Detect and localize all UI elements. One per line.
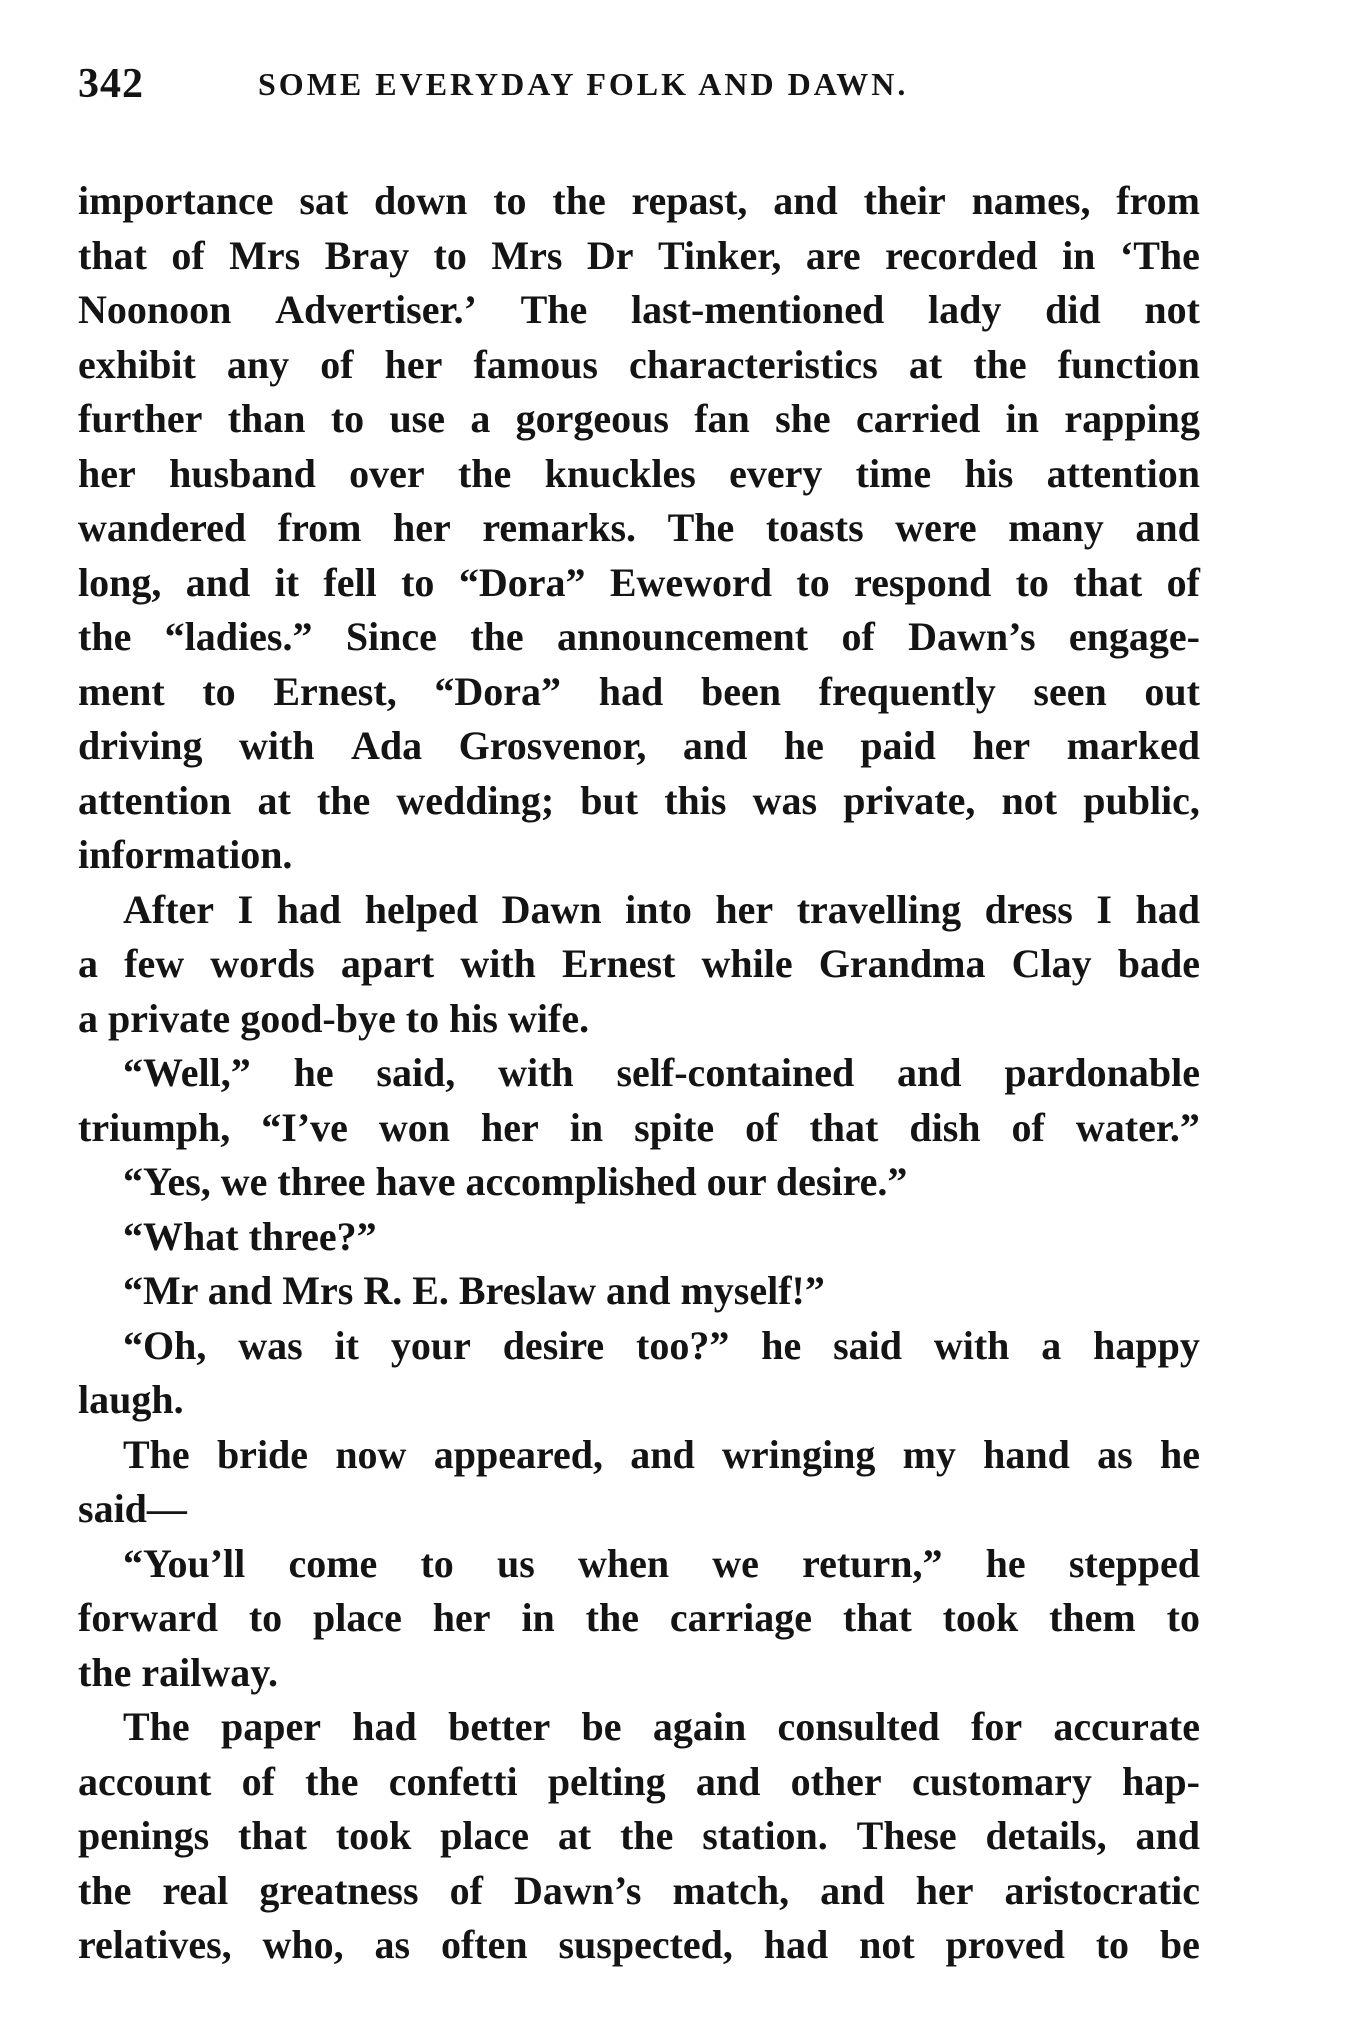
word: to [433,232,467,278]
word: penings [78,1813,210,1858]
text-line [78,719,1200,774]
word: “Dora” [434,668,562,714]
text-line [78,1700,1200,1755]
word: After [123,886,215,932]
word: match, [672,1867,790,1913]
word: public, [1083,777,1200,823]
word: ‘The [1119,232,1200,278]
word: Dawn’s [514,1867,642,1913]
word: hand [983,1431,1070,1477]
word: The [123,1704,190,1749]
word: down [374,178,468,223]
word: knuckles [544,450,696,496]
word: fell [323,559,377,605]
word: your [390,1322,471,1368]
word: travelling [796,886,962,932]
word: Clay [1011,941,1092,986]
word: and [773,178,838,223]
word: did [1045,287,1101,332]
text-line: laugh. [78,1377,184,1422]
word: to [420,1540,454,1586]
word: it [274,559,300,605]
word: relatives, [78,1922,232,1967]
word: bride [216,1431,309,1477]
word: “Well,” [123,1050,251,1095]
word: won [378,1104,451,1150]
word: “Dora” [458,559,586,605]
word: recorded [885,232,1038,278]
word: had [276,886,342,932]
word: the [973,341,1027,387]
word: “ladies.” [164,614,313,659]
word: that [809,1104,879,1150]
word: every [729,450,823,496]
word: seen [1033,668,1107,714]
word: at [557,1813,592,1858]
text-line [78,229,1200,284]
word: pardonable [1004,1050,1200,1095]
word: said, [376,1050,456,1095]
word: These [856,1813,957,1858]
text-line [78,1428,1200,1483]
word: and [820,1867,885,1913]
word: consulted [777,1704,940,1749]
word: repast, [631,178,748,223]
word: Since [345,614,437,659]
word: desire [502,1322,605,1368]
word: had [598,668,664,714]
word: of [841,614,875,659]
word: forward [78,1595,218,1640]
word: my [902,1431,956,1477]
word: of [241,1758,275,1804]
word: now [335,1431,407,1477]
word: at [908,341,943,387]
word: “You’ll [123,1540,246,1586]
word: Eweword [609,559,773,605]
word: triumph, [78,1104,231,1150]
word: of [745,1104,779,1150]
word: “Oh, [123,1322,207,1368]
word: with [498,1050,574,1095]
word: to [1095,1922,1130,1967]
text-line: “Mr and Mrs R. E. Breslaw and myself!” [123,1268,825,1313]
word: engage- [1068,614,1200,659]
word: had [1135,886,1200,932]
word: her [393,505,451,550]
word: with [933,1322,1010,1368]
word: and [185,559,251,605]
text-line [78,1591,1200,1646]
word: details, [985,1813,1107,1858]
word: he [293,1050,334,1095]
word: spite [634,1104,715,1150]
word: respond [854,559,992,605]
word: words [210,941,315,986]
word: again [652,1704,747,1749]
word: dress [984,886,1073,932]
word: ment [78,668,165,714]
word: in [521,1595,555,1640]
word: of [320,341,354,387]
word: it [334,1322,359,1368]
page-header [78,60,1200,118]
word: but [580,777,639,823]
word: and [630,1431,695,1477]
word: than [227,396,306,441]
word: function [1057,341,1200,387]
word: Grandma [818,941,986,986]
word: of [449,1867,483,1913]
word: sat [299,178,349,223]
word: them [1049,1595,1136,1640]
word: from [277,505,362,550]
word: the [552,178,606,223]
text-line [78,1864,1200,1919]
word: as [374,1922,411,1967]
word: the [316,777,371,823]
word: her [432,1595,491,1640]
word: us [496,1540,535,1586]
word: accurate [1053,1704,1200,1749]
word: exhibit [78,341,196,387]
body-text [78,174,1200,1973]
text-line: “What three?” [123,1213,377,1259]
word: toasts [765,505,864,550]
word: that [78,232,147,278]
word: not [1144,287,1200,332]
word: often [440,1922,528,1967]
word: for [971,1704,1023,1749]
word: marked [1066,723,1200,768]
word: had [352,1704,417,1749]
word: appeared, [433,1431,603,1477]
word: Noonoon [78,287,232,332]
word: real [162,1867,229,1913]
word: of [171,232,205,278]
text-line: said— [78,1486,187,1531]
word: self-contained [616,1050,855,1095]
text-line [78,283,1200,338]
word: took [942,1595,1019,1640]
word: better [448,1704,551,1749]
word: not [859,1922,915,1967]
word: be [1159,1922,1200,1967]
word: account [78,1758,212,1804]
word: her [915,1867,974,1913]
word: announcement [556,614,809,659]
word: The [520,287,588,332]
text-line: the railway. [78,1649,278,1695]
word: place [313,1595,402,1640]
word: lady [928,287,1002,332]
word: their [863,178,946,223]
word: was [752,777,818,823]
word: and [682,723,748,768]
word: to [1015,559,1049,605]
word: Tinker, [657,232,782,278]
word: water.” [1075,1104,1200,1150]
word: attention [78,777,232,823]
word: and [695,1758,761,1804]
word: were [895,505,977,550]
word: in [1062,232,1096,278]
word: Ernest [562,941,676,986]
word: a [78,941,98,986]
word: husband [169,450,316,496]
word: private, [843,777,976,823]
word: Grosvenor, [458,723,647,768]
word: the [470,614,524,659]
word: this [664,777,727,823]
word: he [761,1322,802,1368]
text-line: “Yes, we three have accomplished our desire.” [123,1159,908,1204]
word: as [1097,1431,1133,1477]
word: too?” [636,1322,730,1368]
word: his [964,450,1014,496]
text-line: a private good-bye to his wife. [78,995,590,1041]
word: I [237,886,254,932]
word: who, [262,1922,344,1967]
word: are [805,232,861,278]
word: to [493,178,527,223]
word: The [667,505,735,550]
word: time [855,450,932,496]
word: a [470,396,491,441]
word: place [440,1813,530,1858]
word: proved [945,1922,1065,1967]
running-title: SOME EVERYDAY FOLK AND DAWN. [258,66,909,102]
text-line [78,610,1200,665]
word: out [1144,668,1200,714]
word: in [1005,396,1040,441]
word: frequently [818,668,996,714]
word: we [712,1540,759,1586]
word: return,” [802,1540,943,1586]
text-line [78,447,1200,502]
word: into [625,886,692,932]
word: Dawn [501,886,602,932]
word: few [124,941,185,986]
word: that [238,1813,307,1858]
word: of [1011,1104,1045,1150]
text-line [78,1537,1200,1592]
word: any [226,341,290,387]
word: Mrs [229,232,301,278]
word: suspected, [558,1922,733,1967]
word: to [202,668,236,714]
word: long, [78,559,162,605]
book-page [78,60,1200,1973]
word: fan [694,396,750,441]
word: her [481,1104,539,1150]
word: Ernest, [273,668,397,714]
word: apart [340,941,435,986]
word: station. [702,1813,828,1858]
word: names, [971,178,1091,223]
word: not [1001,777,1058,823]
word: her [384,341,443,387]
text-line [78,665,1200,720]
word: rapping [1064,396,1200,441]
word: importance [78,178,274,223]
word: when [577,1540,670,1586]
word: was [238,1322,303,1368]
word: Advertiser.’ [275,287,477,332]
text-line [78,1046,1200,1101]
word: of [1166,559,1200,605]
word: last-mentioned [630,287,885,332]
word: Bray [324,232,410,278]
word: said [833,1322,902,1368]
text-line [78,774,1200,829]
word: had [763,1922,829,1967]
word: the [305,1758,359,1804]
word: to [330,396,365,441]
word: driving [78,723,203,768]
word: her [972,723,1031,768]
word: many [1008,505,1104,550]
word: use [389,396,446,441]
text-line [78,937,1200,992]
word: the [620,1813,674,1858]
word: remarks. [482,505,637,550]
word: carriage [669,1595,813,1640]
word: while [701,941,793,986]
word: “I’ve [261,1104,348,1150]
word: over [349,450,425,496]
word: gorgeous [515,396,669,441]
word: Dawn’s [908,614,1036,659]
word: and [897,1050,962,1095]
word: hap- [1122,1758,1200,1804]
text-line [78,501,1200,556]
word: wedding; [396,777,555,823]
word: come [288,1540,378,1586]
text-line [78,1809,1200,1864]
word: a [1041,1322,1062,1368]
word: the [457,450,512,496]
text-line [78,174,1200,229]
word: to [401,559,435,605]
word: with [460,941,536,986]
text-line [78,338,1200,393]
text-line [78,883,1200,938]
word: in [569,1104,604,1150]
word: greatness [259,1867,419,1913]
word: from [1116,178,1200,223]
word: paid [860,723,936,768]
word: happy [1093,1322,1200,1368]
word: the [585,1595,639,1640]
word: the [78,1867,132,1913]
word: confetti [388,1758,518,1804]
word: dish [909,1104,981,1150]
word: wandered [78,505,247,550]
word: took [335,1813,412,1858]
word: he [783,723,824,768]
word: Dr [586,232,634,278]
word: that [842,1595,912,1640]
text-line [78,1755,1200,1810]
text-line [78,1319,1200,1374]
word: I [1096,886,1112,932]
word: Ada [351,723,423,768]
word: stepped [1068,1540,1200,1586]
word: to [796,559,830,605]
text-line [78,1101,1200,1156]
word: aristocratic [1004,1867,1200,1913]
word: customary [911,1758,1092,1804]
word: Mrs [491,232,563,278]
word: to [1166,1595,1200,1640]
text-line [78,392,1200,447]
word: helped [364,886,479,932]
word: her [78,450,136,496]
word: famous [473,341,598,387]
word: to [248,1595,283,1640]
page-number: 342 [78,61,144,107]
word: paper [220,1704,321,1749]
text-line [78,1918,1200,1973]
word: he [1160,1431,1200,1477]
word: The [123,1431,190,1477]
word: attention [1046,450,1200,496]
word: with [238,723,315,768]
word: she [775,396,831,441]
text-line: information. [78,832,293,877]
word: and [1135,1813,1200,1858]
word: her [715,886,774,932]
word: be [581,1704,622,1749]
word: that [1073,559,1143,605]
word: pelting [547,1758,666,1804]
word: wringing [721,1431,876,1477]
word: been [700,668,781,714]
word: further [78,396,203,441]
word: characteristics [628,341,878,387]
word: carried [855,396,981,441]
word: at [257,777,291,823]
word: bade [1117,941,1200,986]
word: and [1135,505,1200,550]
text-line [78,556,1200,611]
word: the [78,614,132,659]
word: he [985,1540,1026,1586]
word: other [790,1758,882,1804]
